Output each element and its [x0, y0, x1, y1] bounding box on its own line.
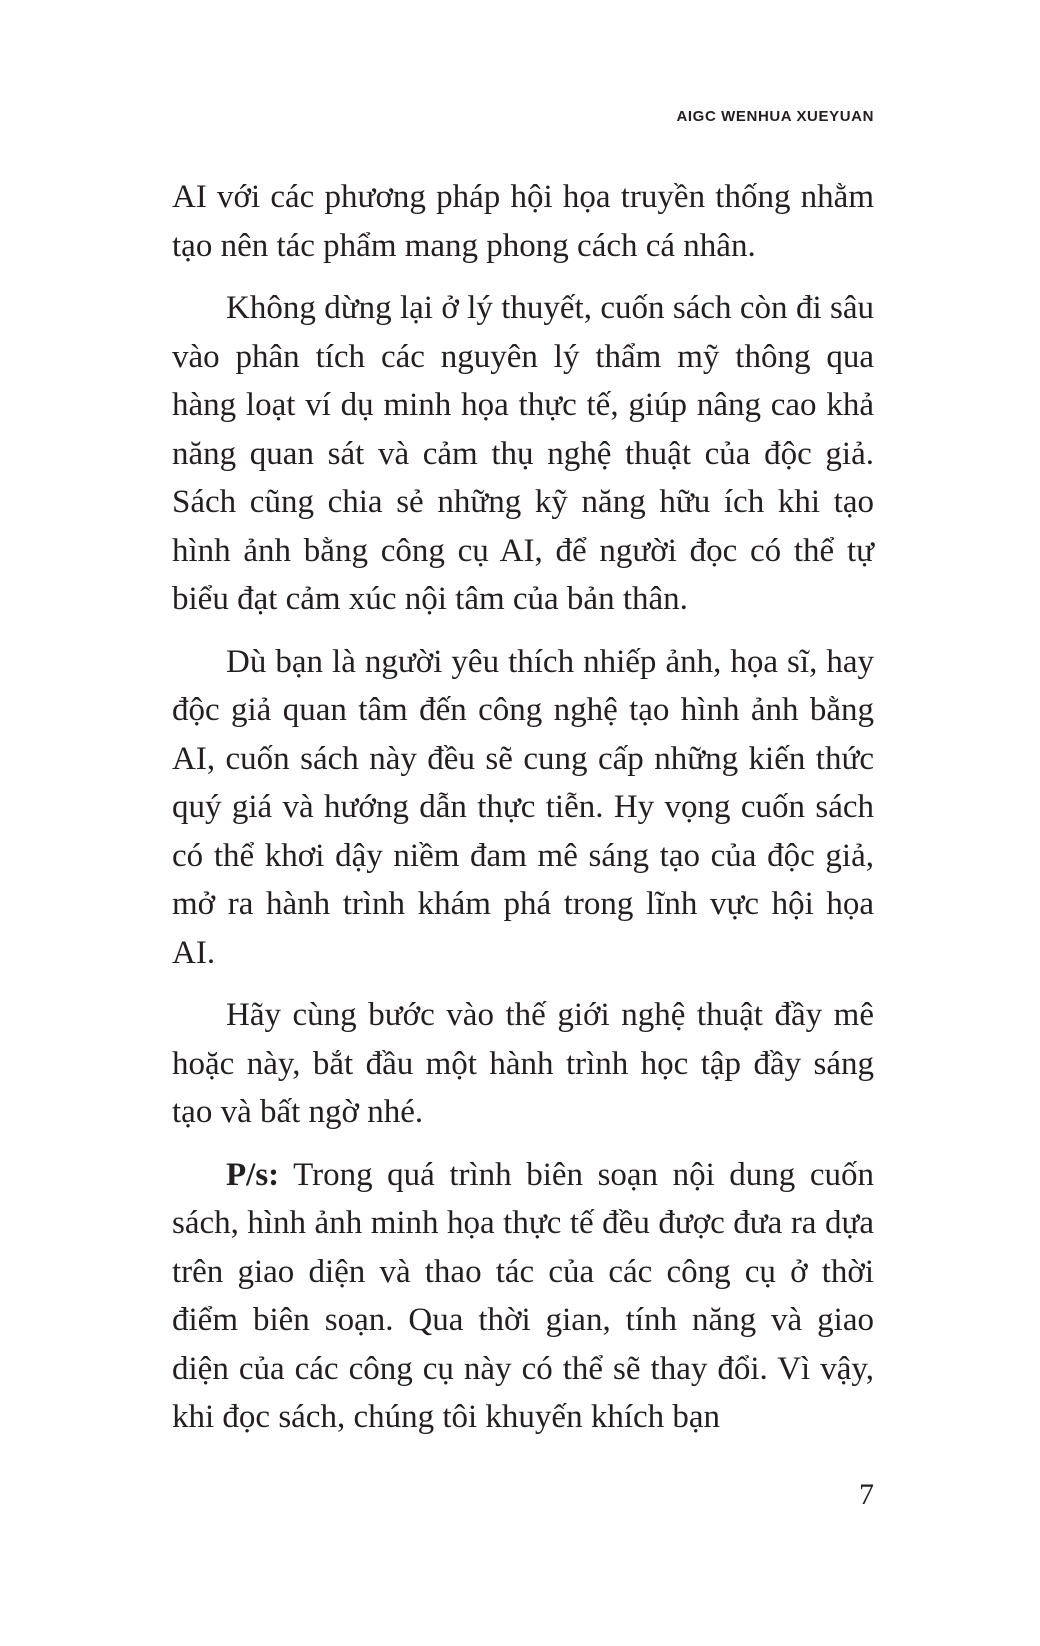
body-text [172, 173, 874, 1456]
ps-label: P/s: [226, 1156, 280, 1193]
page-number: 7 [859, 1478, 874, 1511]
ps-text: Trong quá trình biên soạn nội dung cuốn sách, hình ảnh minh họa thực tế đều được đưa ra dựa trên giao diện và thao tác của các công cụ ở thời điểm biên soạn. Qua thời gian, tính năng và giao diện của các công cụ này có thể sẽ thay đổi. Vì vậy, khi đọc sách, chúng tôi khuyến khích bạn [172, 1156, 874, 1435]
paragraph-audience: Dù bạn là người yêu thích nhiếp ảnh, họa sĩ, hay độc giả quan tâm đến công nghệ tạo hình ảnh bằng AI, cuốn sách này đều sẽ cung cấp những kiến thức quý giá và hướng dẫn thực tiễn. Hy vọng cuốn sách có thể khơi dậy niềm đam mê sáng tạo của độc giả, mở ra hành trình khám phá trong lĩnh vực hội họa AI. [172, 643, 874, 971]
paragraph-continued: AI với các phương pháp hội họa truyền thống nhằm tạo nên tác phẩm mang phong cách cá nhân. [172, 179, 874, 264]
running-header: AIGC WENHUA XUEYUAN [676, 108, 874, 125]
paragraph-theory: Không dừng lại ở lý thuyết, cuốn sách còn đi sâu vào phân tích các nguyên lý thẩm mỹ thông qua hàng loạt ví dụ minh họa thực tế, giúp nâng cao khả năng quan sát và cảm thụ nghệ thuật của độc giả. Sách cũng chia sẻ những kỹ năng hữu ích khi tạo hình ảnh bằng công cụ AI, để người đọc có thể tự biểu đạt cảm xúc nội tâm của bản thân. [172, 290, 874, 617]
paragraph-ps [172, 1151, 874, 1442]
paragraph-invitation: Hãy cùng bước vào thế giới nghệ thuật đầy mê hoặc này, bắt đầu một hành trình học tập đầy sáng tạo và bất ngờ nhé. [172, 997, 874, 1130]
